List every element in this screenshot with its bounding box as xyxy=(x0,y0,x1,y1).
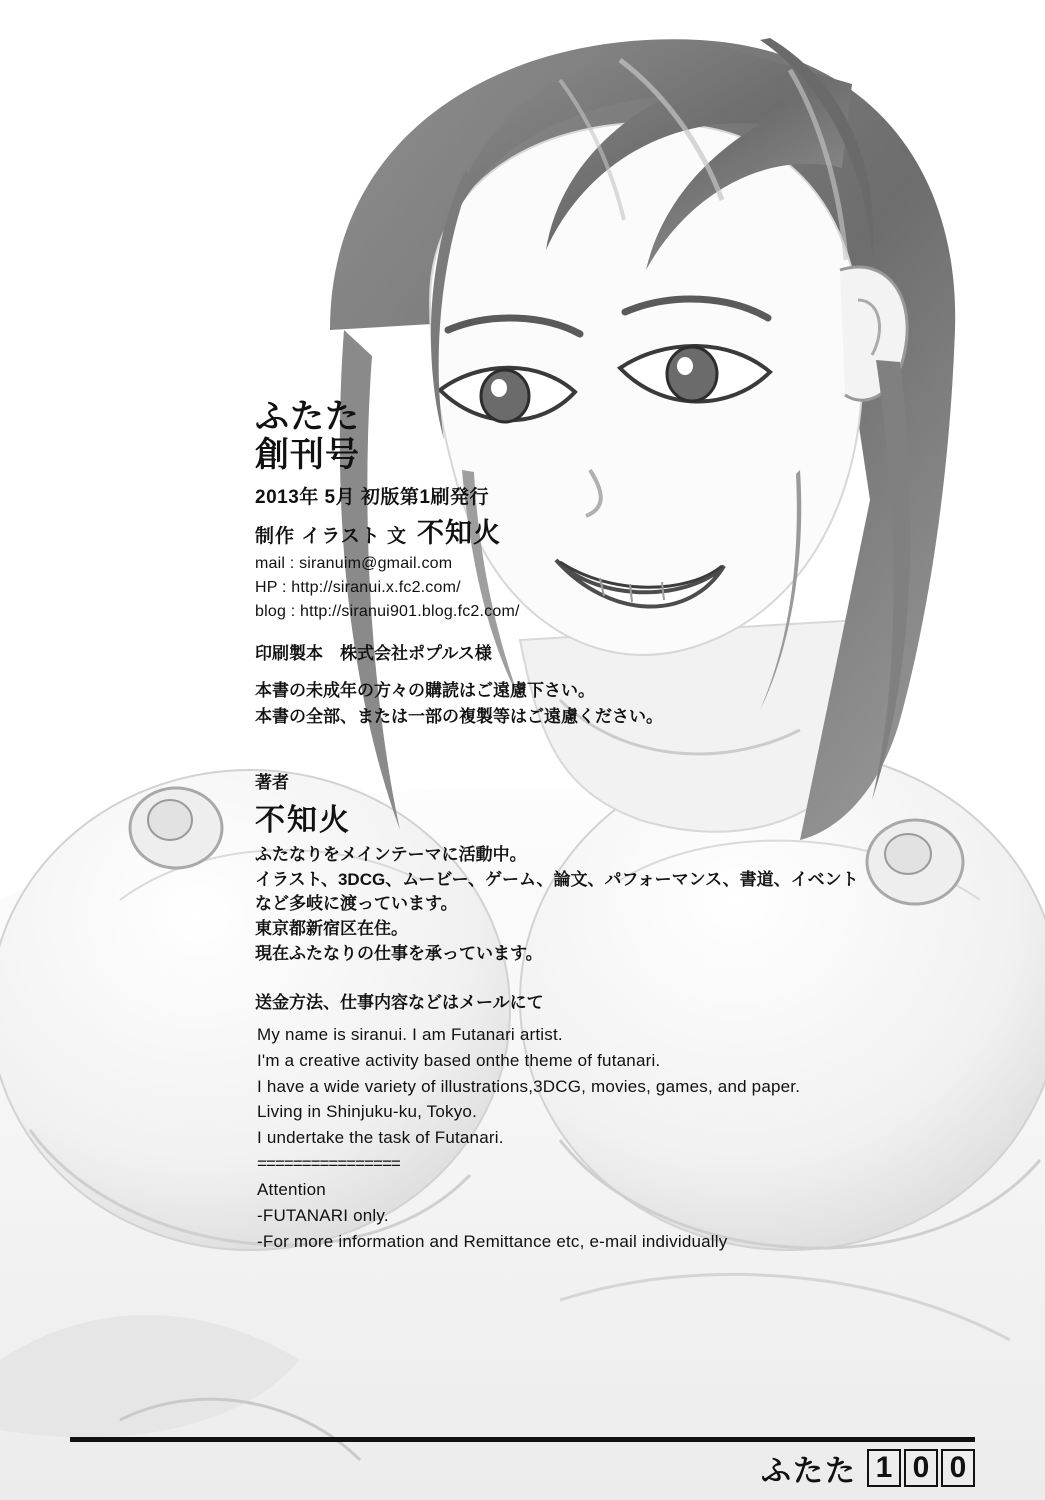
credit-label: 制作 イラスト 文 xyxy=(255,526,407,548)
english-attention-heading: Attention xyxy=(257,1179,326,1199)
page-number xyxy=(867,1449,975,1487)
page-digit: 0 xyxy=(941,1449,975,1487)
publication-date: 2013年 5月 初版第1刷発行 xyxy=(255,487,489,509)
contact-mail: mail : siranuim@gmail.com xyxy=(255,555,453,573)
author-description-line: ふたなりをメインテーマに活動中。 xyxy=(255,845,527,864)
author-description-line: 現在ふたなりの仕事を承っています。 xyxy=(255,943,543,963)
english-line: I undertake the task of Futanari. xyxy=(257,1128,504,1148)
author-block xyxy=(255,768,895,1013)
english-line: -For more information and Remittance etc, e-mail individually xyxy=(257,1231,728,1251)
english-divider: ================ xyxy=(257,1154,400,1174)
contact-blog[interactable]: blog : http://siranui901.blog.fc2.com/ xyxy=(255,602,520,620)
english-profile-block xyxy=(257,1022,937,1254)
contact-homepage[interactable]: HP : http://siranui.x.fc2.com/ xyxy=(255,578,461,596)
page-digit: 1 xyxy=(867,1449,901,1487)
page-footer xyxy=(70,1445,975,1491)
author-description-line: など多岐に渡っています。 xyxy=(255,894,458,914)
author-label: 著者 xyxy=(255,773,289,792)
notice-minors: 本書の未成年の方々の購読はご遠慮下さい。 xyxy=(255,681,595,701)
notice-block xyxy=(255,678,895,729)
author-description xyxy=(255,843,895,966)
book-title-line1: ふたた xyxy=(255,398,360,436)
english-line: I'm a creative activity based onthe theme of futanari. xyxy=(257,1050,661,1070)
english-line: Living in Shinjuku-ku, Tokyo. xyxy=(257,1102,477,1122)
author-name: 不知火 xyxy=(255,804,351,837)
english-line: I have a wide variety of illustrations,3DCG, movies, games, and paper. xyxy=(257,1076,801,1096)
english-line: My name is siranui. I am Futanari artist. xyxy=(257,1025,563,1044)
credit-name: 不知火 xyxy=(417,518,501,549)
notice-reproduction: 本書の全部、または一部の複製等はご遠慮ください。 xyxy=(255,706,663,726)
footer-book-title: ふたた xyxy=(761,1455,857,1488)
footer-divider xyxy=(70,1437,975,1442)
author-contact-note: 送金方法、仕事内容などはメールにて xyxy=(255,993,544,1013)
author-description-line: イラスト、3DCG、ムービー、ゲーム、論文、パフォーマンス、書道、イベント xyxy=(255,869,859,889)
contact-info xyxy=(255,552,895,623)
english-line: -FUTANARI only. xyxy=(257,1205,389,1225)
book-title-line2: 創刊号 xyxy=(255,436,360,475)
credit-line xyxy=(255,511,895,550)
printer-info: 印刷製本 株式会社ポプルス様 xyxy=(255,644,492,664)
colophon-block xyxy=(255,398,895,729)
author-description-line: 東京都新宿区在住。 xyxy=(255,918,408,938)
page-digit: 0 xyxy=(904,1449,938,1487)
